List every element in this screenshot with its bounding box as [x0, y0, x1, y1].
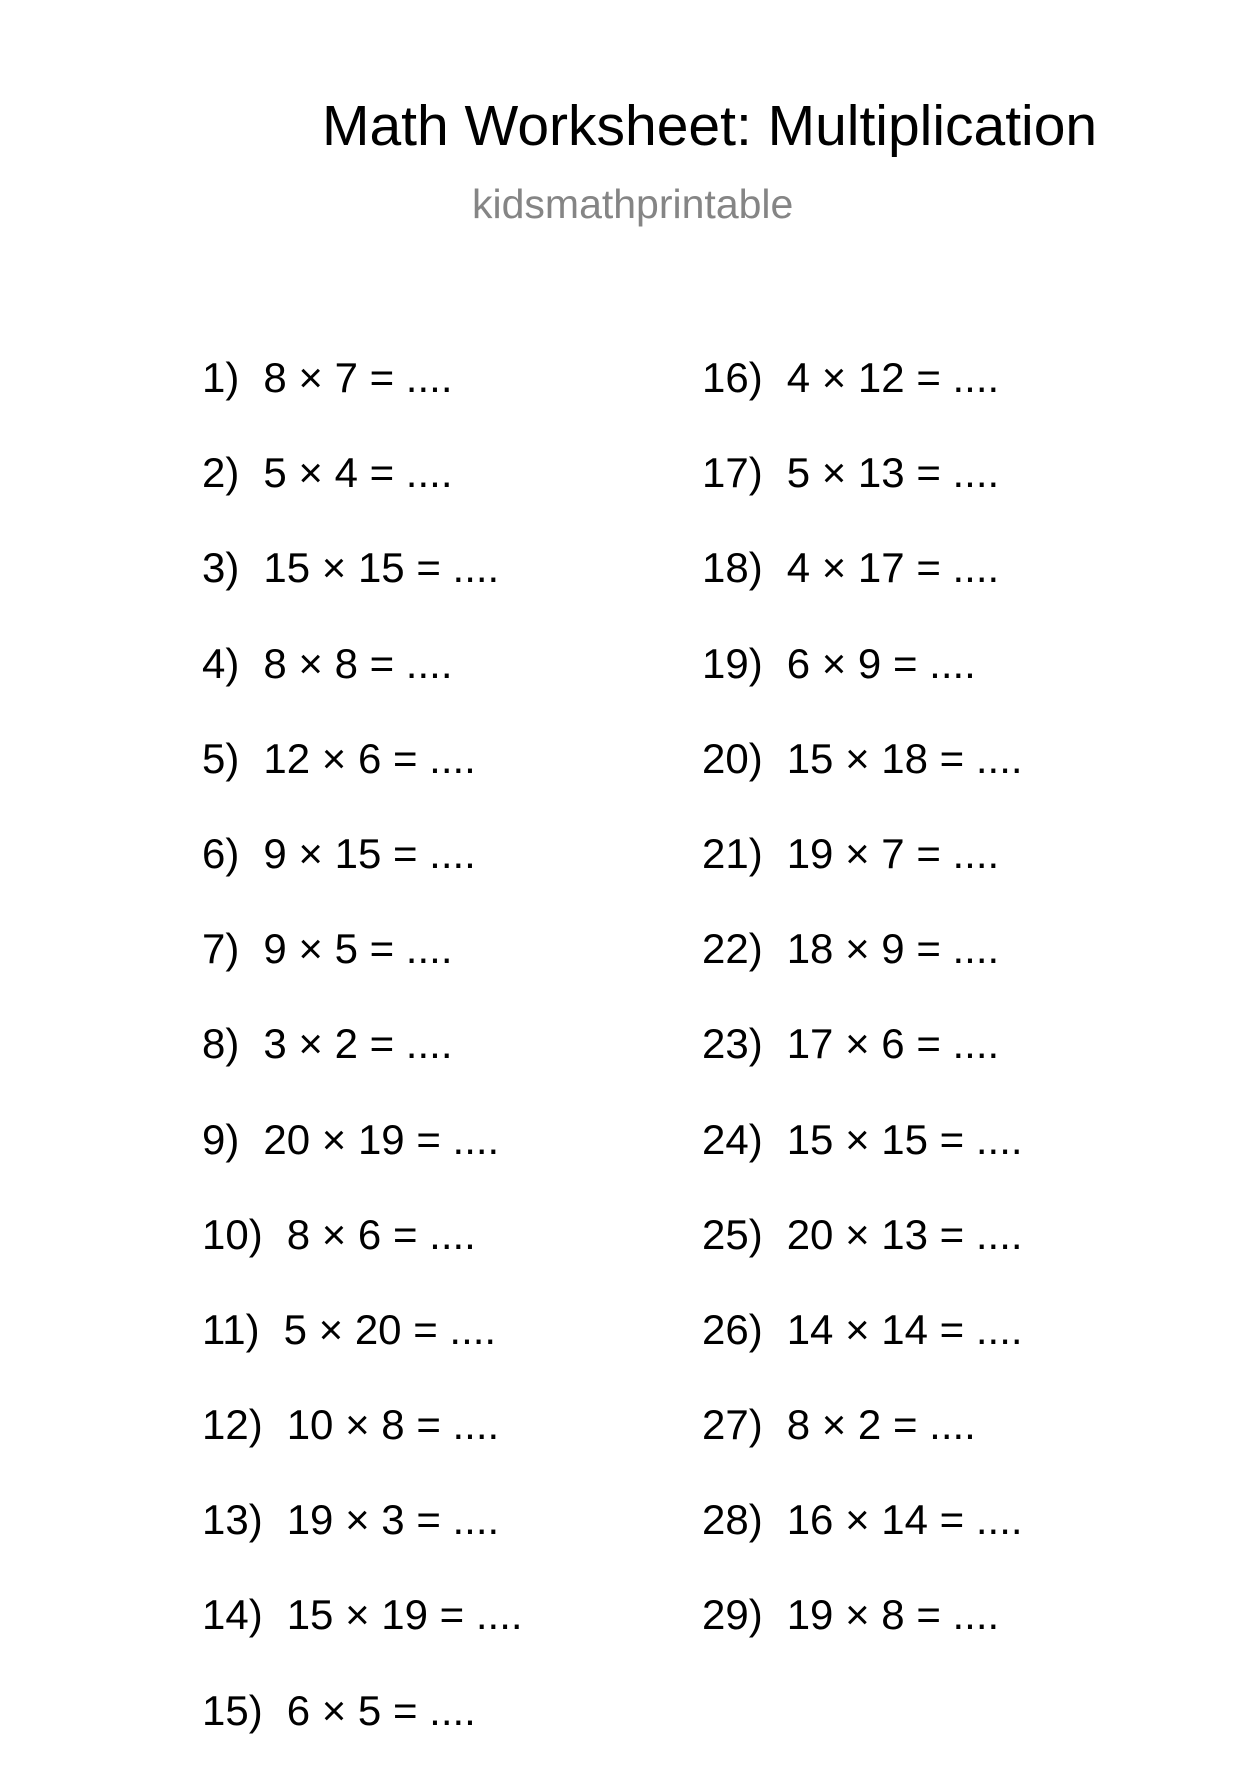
worksheet-subtitle: kidsmathprintable — [472, 181, 794, 227]
problem-expression: 10 × 8 = .... — [286, 1401, 500, 1449]
problem-item — [702, 1401, 1023, 1499]
problem-number: 12) — [202, 1401, 263, 1449]
problem-number: 21) — [702, 829, 763, 877]
problem-item — [202, 544, 523, 642]
problem-number: 11) — [202, 1305, 260, 1353]
problem-number: 22) — [702, 925, 763, 973]
problem-item — [202, 1020, 523, 1118]
problem-item — [202, 925, 523, 1023]
problem-item — [202, 1210, 523, 1309]
problem-number: 8) — [202, 1020, 240, 1068]
problem-item — [702, 1591, 1023, 1689]
problem-number: 9) — [202, 1115, 240, 1163]
problem-item — [702, 354, 1023, 452]
problem-item — [702, 1496, 1023, 1594]
problem-number: 10) — [202, 1210, 263, 1258]
problem-item — [702, 1210, 1023, 1309]
problem-expression: 19 × 3 = .... — [286, 1496, 500, 1544]
problem-item — [202, 734, 523, 833]
problem-expression: 15 × 15 = .... — [786, 1115, 1023, 1163]
problem-item — [202, 1686, 523, 1785]
problem-expression: 5 × 13 = .... — [786, 449, 1000, 497]
problem-number: 25) — [702, 1210, 763, 1258]
problem-item — [202, 1305, 523, 1404]
problem-number: 1) — [202, 354, 240, 401]
problem-number: 18) — [702, 544, 763, 592]
problem-item — [202, 354, 523, 452]
problem-expression: 9 × 5 = .... — [263, 925, 453, 973]
problem-expression: 16 × 14 = .... — [786, 1496, 1023, 1544]
problem-expression: 20 × 19 = .... — [263, 1115, 500, 1163]
problem-expression: 8 × 8 = .... — [263, 639, 453, 687]
problem-item — [702, 1020, 1023, 1118]
problem-number: 14) — [202, 1591, 263, 1639]
problem-item — [202, 829, 523, 928]
problem-expression: 15 × 19 = .... — [286, 1591, 523, 1639]
problem-item — [702, 1305, 1023, 1404]
problem-item — [702, 925, 1023, 1023]
problem-number: 26) — [702, 1305, 763, 1353]
problem-number: 24) — [702, 1115, 763, 1163]
problem-item — [202, 1401, 523, 1499]
problem-expression: 14 × 14 = .... — [786, 1305, 1023, 1353]
problem-item — [702, 544, 1023, 642]
problem-number: 19) — [702, 639, 763, 687]
problem-column-right — [702, 354, 1023, 1690]
problem-item — [202, 1115, 523, 1214]
problem-item — [702, 829, 1023, 928]
problem-expression: 19 × 7 = .... — [786, 829, 1000, 877]
worksheet-title: Math Worksheet: Multiplication — [322, 94, 1098, 158]
problem-expression: 15 × 18 = .... — [786, 734, 1023, 782]
problem-number: 28) — [702, 1496, 763, 1544]
problem-item — [202, 639, 523, 738]
problem-number: 5) — [202, 734, 240, 782]
problem-item — [702, 1115, 1023, 1214]
problem-number: 17) — [702, 449, 763, 497]
problem-number: 15) — [202, 1686, 263, 1734]
problem-item — [202, 1496, 523, 1594]
problem-column-left — [202, 354, 523, 1785]
problem-number: 29) — [702, 1591, 763, 1639]
problem-item — [202, 1591, 523, 1689]
problem-item — [702, 734, 1023, 833]
problem-expression: 18 × 9 = .... — [786, 925, 1000, 973]
problem-number: 23) — [702, 1020, 763, 1068]
problem-item — [702, 449, 1023, 547]
problem-number: 7) — [202, 925, 240, 973]
problem-number: 6) — [202, 829, 240, 877]
problem-number: 27) — [702, 1401, 763, 1449]
problem-expression: 5 × 20 = .... — [283, 1305, 497, 1353]
problem-expression: 9 × 15 = .... — [263, 829, 476, 877]
problem-number: 13) — [202, 1496, 263, 1544]
problem-number: 2) — [202, 449, 240, 497]
problem-expression: 4 × 17 = .... — [786, 544, 1000, 592]
problem-expression: 5 × 4 = .... — [263, 449, 453, 497]
problem-number: 16) — [702, 354, 763, 401]
problem-expression: 8 × 2 = .... — [786, 1401, 976, 1449]
problem-expression: 4 × 12 = .... — [786, 354, 1000, 401]
problem-expression: 19 × 8 = .... — [786, 1591, 1000, 1639]
problem-item — [202, 449, 523, 547]
problem-expression: 6 × 5 = .... — [286, 1686, 476, 1734]
problem-expression: 8 × 7 = .... — [263, 354, 453, 401]
problem-expression: 15 × 15 = .... — [263, 544, 500, 592]
problem-item — [702, 639, 1023, 738]
problem-number: 4) — [202, 639, 240, 687]
problem-expression: 3 × 2 = .... — [263, 1020, 453, 1068]
problem-expression: 8 × 6 = .... — [286, 1210, 476, 1258]
problem-expression: 6 × 9 = .... — [786, 639, 976, 687]
problem-expression: 12 × 6 = .... — [263, 734, 476, 782]
problem-number: 20) — [702, 734, 763, 782]
problem-expression: 17 × 6 = .... — [786, 1020, 1000, 1068]
problem-number: 3) — [202, 544, 240, 592]
problem-expression: 20 × 13 = .... — [786, 1210, 1023, 1258]
